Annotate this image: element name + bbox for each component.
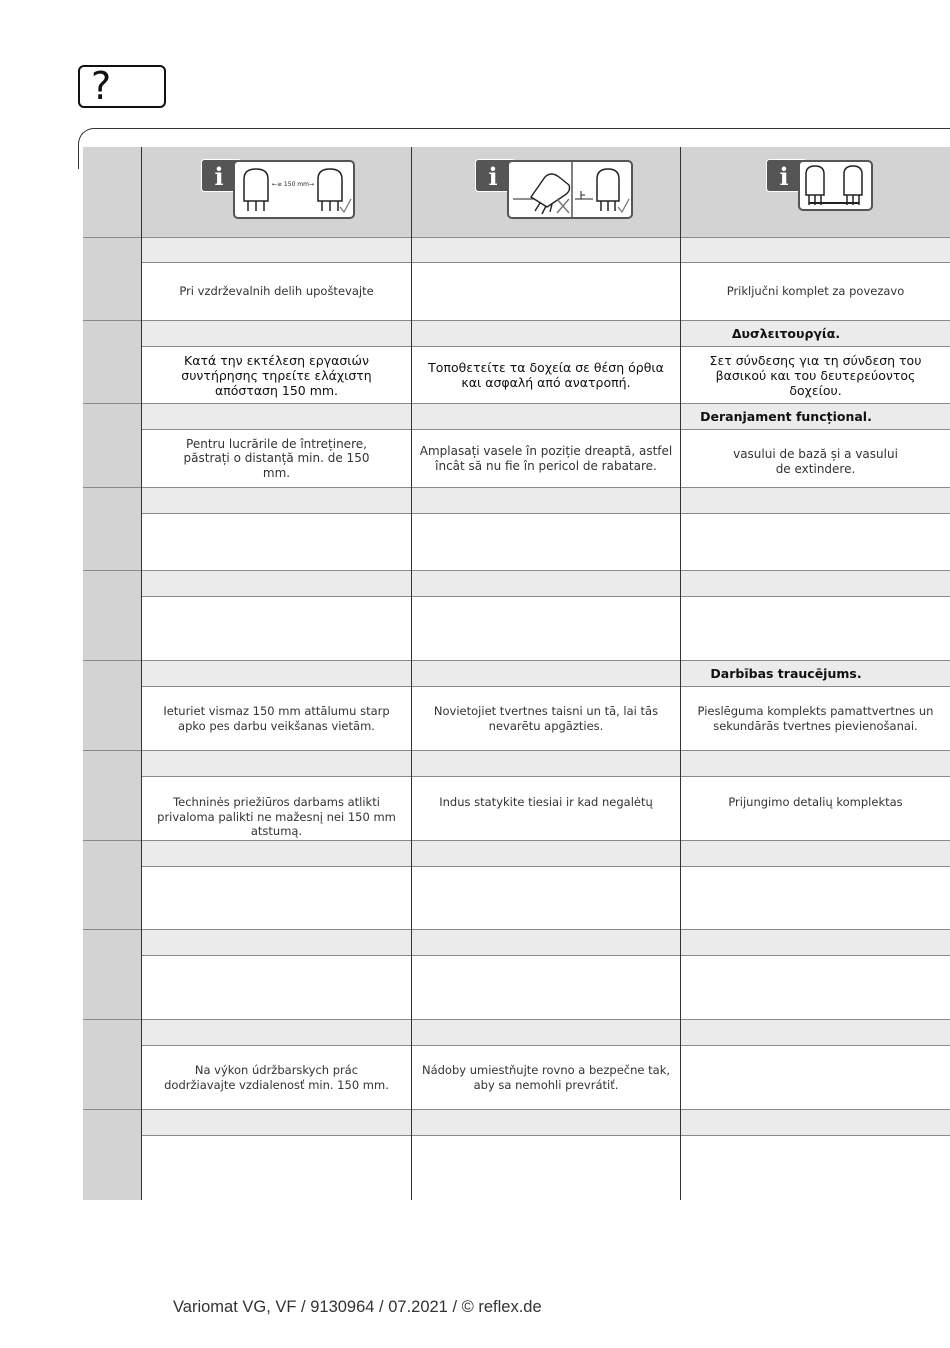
table-cell: Indus statykite tiesiai ir kad negalėtų (439, 795, 653, 809)
section-band (141, 237, 950, 262)
table-cell: Priključni komplet za povezavo (726, 284, 905, 299)
warning-heading: Darbības traucējums. (710, 666, 862, 681)
svg-text:i: i (779, 162, 789, 191)
section-band (141, 751, 950, 776)
section-band (141, 930, 950, 955)
help-symbol: ? (91, 64, 112, 108)
table-cell: Prijungimo detalių komplektas (728, 795, 903, 809)
page-footer: Variomat VG, VF / 9130964 / 07.2021 / © reflex.de (173, 1298, 542, 1316)
warning-heading: Δυσλειτουργία. (731, 326, 841, 341)
info-upright-icon (475, 159, 635, 221)
table-cell: Κατά την εκτέλεση εργασιών συντήρησης τηρείτε ελάχιστη απόσταση 150 mm. (181, 352, 372, 398)
left-margin-column (83, 147, 141, 1200)
table-cell: Ieturiet vismaz 150 mm attālumu starp apko pes darbu veikšanas vietām. (163, 704, 390, 733)
table-cell: Pri vzdrževalnih delih upoštevajte (179, 284, 374, 299)
help-symbol-box (78, 65, 166, 108)
table-cell: Amplasați vasele în poziție dreaptă, astfel încât să nu fie în pericol de rabatare. (419, 444, 673, 473)
table-cell: Σετ σύνδεσης για τη σύνδεση του βασικού και του δευτερεύοντος δοχείου. (709, 352, 922, 398)
table-cell: Novietojiet tvertnes taisni un tā, lai tās nevarētu apgāzties. (433, 704, 659, 733)
svg-text:i: i (488, 162, 498, 191)
section-band (141, 1110, 950, 1135)
clearance-distance-label: ←≥ 150 mm→ (271, 181, 315, 188)
info-clearance-icon (201, 159, 357, 221)
table-cell (681, 1046, 950, 1109)
section-band (141, 841, 950, 866)
table-cell: Pieslēguma komplekts pamattvertnes un sekundārās tvertnes pievienošanai. (697, 704, 934, 733)
table-cell: Techninės priežiūros darbams atlikti privaloma palikti ne mažesnį nei 150 mm atstumą. (157, 795, 396, 838)
table-cell: Nádoby umiestňujte rovno a bezpečne tak, aby sa nemohli prevrátiť. (421, 1063, 671, 1092)
table-cell: Τοποθετείτε τα δοχεία σε θέση όρθια και ασφαλή από ανατροπή. (428, 360, 664, 390)
section-band (141, 1020, 950, 1045)
notes-table (83, 147, 950, 1200)
table-cell: Na výkon údržbarskych prác dodržiavajte vzdialenosť min. 150 mm. (164, 1063, 389, 1092)
svg-text:i: i (214, 162, 224, 191)
table-cell: vasului de bază și a vasului de extindere. (733, 447, 898, 476)
warning-heading: Deranjament funcțional. (700, 409, 872, 424)
table-cell: Pentru lucrările de întreținere, păstrați o distanță min. de 150 mm. (183, 436, 370, 480)
info-connection-icon (766, 159, 876, 213)
section-band (141, 488, 950, 513)
section-band (141, 571, 950, 596)
table-cell (412, 263, 680, 320)
